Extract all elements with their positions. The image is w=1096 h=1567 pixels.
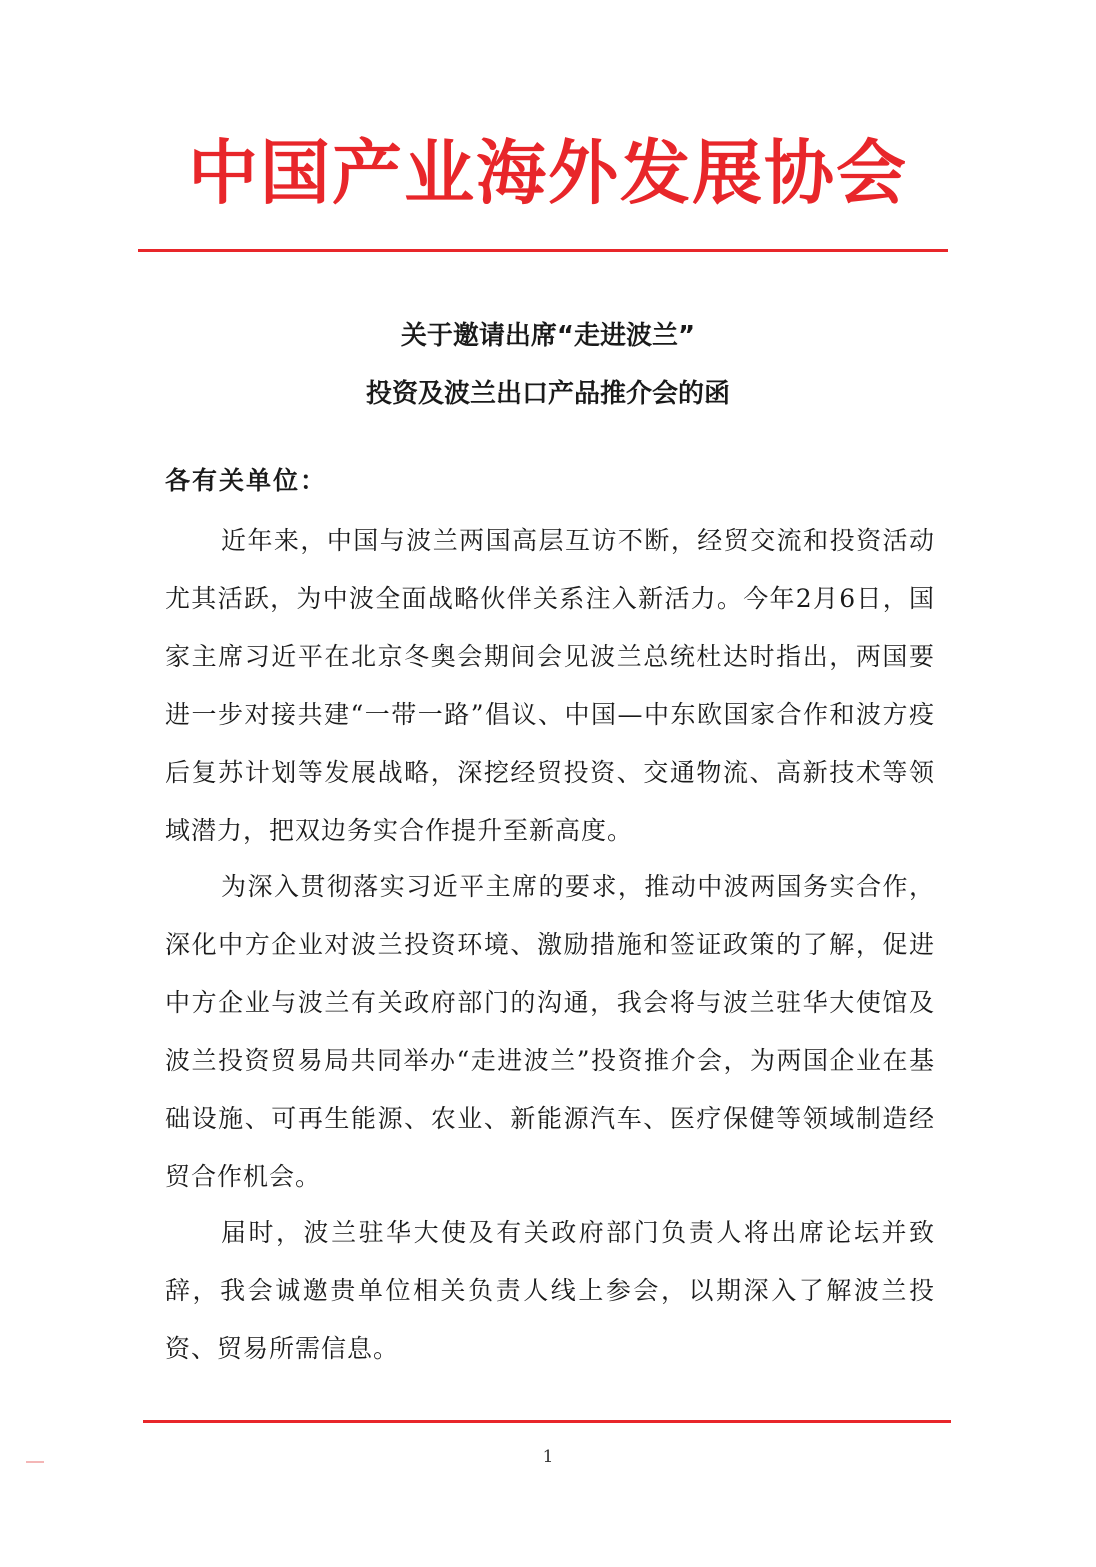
document-title-line-1: 关于邀请出席“走进波兰” [400,321,696,351]
scan-edge-mark [26,1461,44,1463]
body-paragraph-1: 近年来，中国与波兰两国高层互访不断，经贸交流和投资活动尤其活跃，为中波全面战略伙伴关系注入新活力。今年2月6日，国家主席习近平在北京冬奥会期间会见波兰总统杜达时指出，两国要进一步对接共建“一带一路”倡议、中国—中东欧国家合作和波方疫后复苏计划等发展战略，深挖经贸投资、交通物流、高新技术等领域潜力，把双边务实合作提升至新高度。 [165,526,935,845]
letterhead-org-name: 中国产业海外发展协会 [188,131,908,214]
body-paragraph-3: 届时，波兰驻华大使及有关政府部门负责人将出席论坛并致辞，我会诚邀贵单位相关负责人线上参会，以期深入了解波兰投资、贸易所需信息。 [165,1218,935,1363]
letterhead-red-rule [138,249,948,252]
footer-red-rule [143,1420,951,1423]
salutation: 各有关单位： [165,466,328,495]
body-paragraph-2: 为深入贯彻落实习近平主席的要求，推动中波两国务实合作，深化中方企业对波兰投资环境、激励措施和签证政策的了解，促进中方企业与波兰有关政府部门的沟通，我会将与波兰驻华大使馆及波兰投资贸易局共同举办“走进波兰”投资推介会，为两国企业在基础设施、可再生能源、农业、新能源汽车、医疗保健等领域制造经贸合作机会。 [165,872,935,1191]
page-number: 1 [542,1447,554,1467]
document-title-line-2: 投资及波兰出口产品推介会的函 [365,379,730,409]
